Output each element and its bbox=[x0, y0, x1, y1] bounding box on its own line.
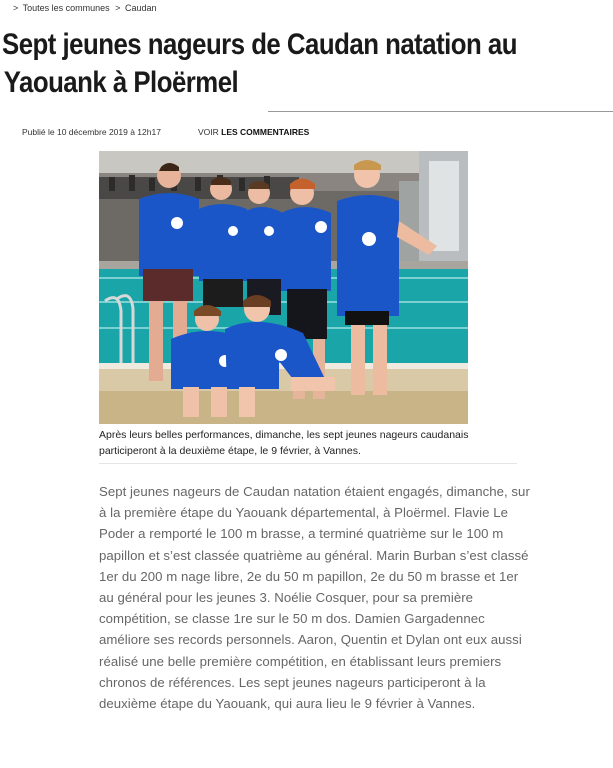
article-body-line: au général pour les jeunes 3. Noélie Cosquer, pour sa première bbox=[99, 590, 474, 606]
caption-divider bbox=[99, 463, 517, 464]
breadcrumb-separator: > bbox=[13, 3, 19, 13]
publish-date: Publié le 10 décembre 2019 à 12h17 bbox=[22, 127, 161, 137]
article-body-line: réalisé une belle première compétition, en établissant leurs premiers bbox=[99, 653, 502, 669]
article-body bbox=[99, 481, 539, 714]
article-title-line: Sept jeunes nageurs de Caudan natation au bbox=[2, 28, 518, 61]
breadcrumb bbox=[13, 3, 156, 13]
article-body-line: papillon et s’est classée quatrième au général. Marin Burban s’est classé bbox=[99, 547, 529, 563]
team-photo-illustration bbox=[99, 151, 468, 424]
breadcrumb-link-communes[interactable]: Toutes les communes bbox=[22, 3, 110, 13]
article-title-line: Yaouank à Ploërmel bbox=[3, 66, 239, 99]
view-comments-label: LES COMMENTAIRES bbox=[221, 127, 310, 137]
article-body-line: 1er du 200 m nage libre, 2e du 50 m papillon, 2e du 50 m brasse et 1er bbox=[99, 568, 519, 584]
view-comments-link[interactable] bbox=[198, 127, 309, 137]
article-body-line: Sept jeunes nageurs de Caudan natation étaient engagés, dimanche, sur bbox=[99, 484, 530, 499]
breadcrumb-separator: > bbox=[115, 3, 121, 13]
article-body-line: Poder a remporté le 100 m brasse, a terminé quatrième sur le 100 m bbox=[99, 526, 504, 542]
breadcrumb-link-caudan[interactable]: Caudan bbox=[124, 3, 157, 13]
view-comments-prefix: VOIR bbox=[198, 127, 219, 137]
article-body-line: améliore ses records personnels. Aaron, Quentin et Dylan ont eux aussi bbox=[99, 632, 522, 648]
article-photo bbox=[99, 151, 468, 424]
article-body-line: à la première étape du Yaouank départemental, à Ploërmel. Flavie Le bbox=[99, 505, 508, 521]
article-body-line: deuxième étape du Yaouank, qui aura lieu le 9 février à Vannes. bbox=[99, 696, 476, 712]
title-divider bbox=[268, 111, 613, 112]
photo-caption: Après leurs belles performances, dimanche, les sept jeunes nageurs caudanais participeront à la deuxième étape, le 9 février, à Vannes. bbox=[99, 429, 469, 457]
article-body-line: chronos de références. Les sept jeunes nageurs participeront à la bbox=[99, 674, 486, 690]
article-title bbox=[2, 26, 607, 102]
article-body-line: compétition, se classe 1re sur le 50 m dos. Damien Gargadennec bbox=[99, 611, 485, 627]
